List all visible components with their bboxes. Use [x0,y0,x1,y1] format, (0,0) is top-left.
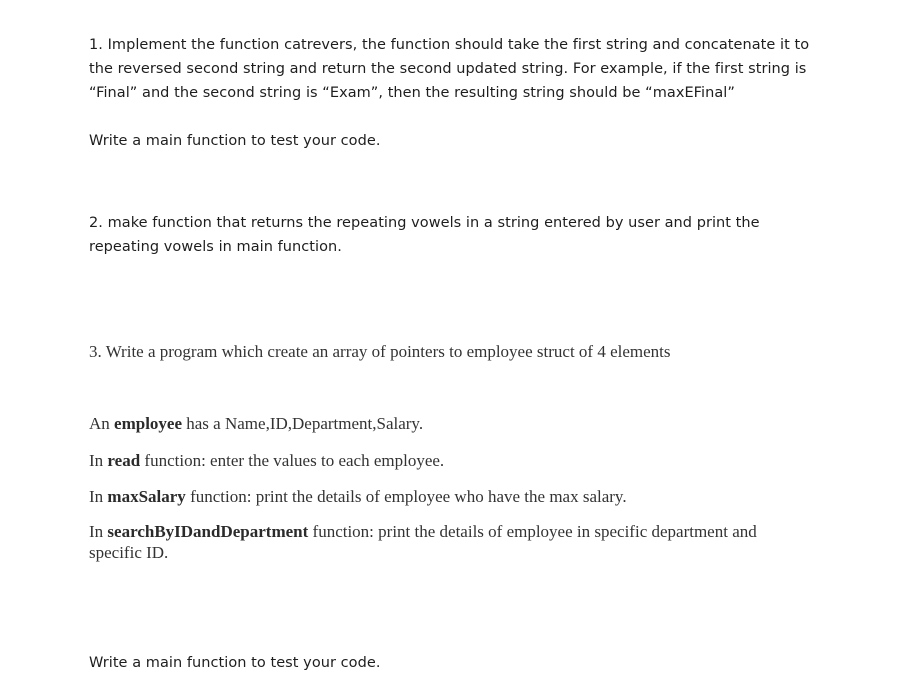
read-keyword: read [107,451,141,470]
max-salary-prefix: In [89,487,108,506]
question-2-text: 2. make function that returns the repeating vowels in a string entered by user and print the repeating vowels in main function. [89,215,760,255]
read-function-description [89,450,819,471]
question-1-text: 1. Implement the function catrevers, the function should take the first string and concatenate it to the reversed second string and return the second updated string. For example, if the first string is “Final” and the second string is “Exam”, then the resulting string should be “maxEFinal” [89,37,810,101]
employee-keyword: employee [114,414,183,433]
search-function-description [89,521,804,563]
max-salary-keyword: maxSalary [107,487,186,506]
max-salary-suffix: function: print the details of employee who have the max salary. [185,487,627,506]
question-3-intro: 3. Write a program which create an array of pointers to employee struct of 4 elements [89,342,671,361]
search-suffix: function: print the details of employee in specific department and specific ID. [89,522,757,562]
question-3-main-instruction: Write a main function to test your code. [89,655,381,671]
employee-description [89,413,819,434]
search-prefix: In [89,522,108,541]
read-prefix: In [89,451,108,470]
employee-suffix: has a Name,ID,Department,Salary. [182,414,424,433]
read-suffix: function: enter the values to each employee. [140,451,445,470]
search-keyword: searchByIDandDepartment [107,522,309,541]
question-1-main-instruction: Write a main function to test your code. [89,133,381,149]
max-salary-function-description [89,486,819,507]
employee-prefix: An [89,414,115,433]
